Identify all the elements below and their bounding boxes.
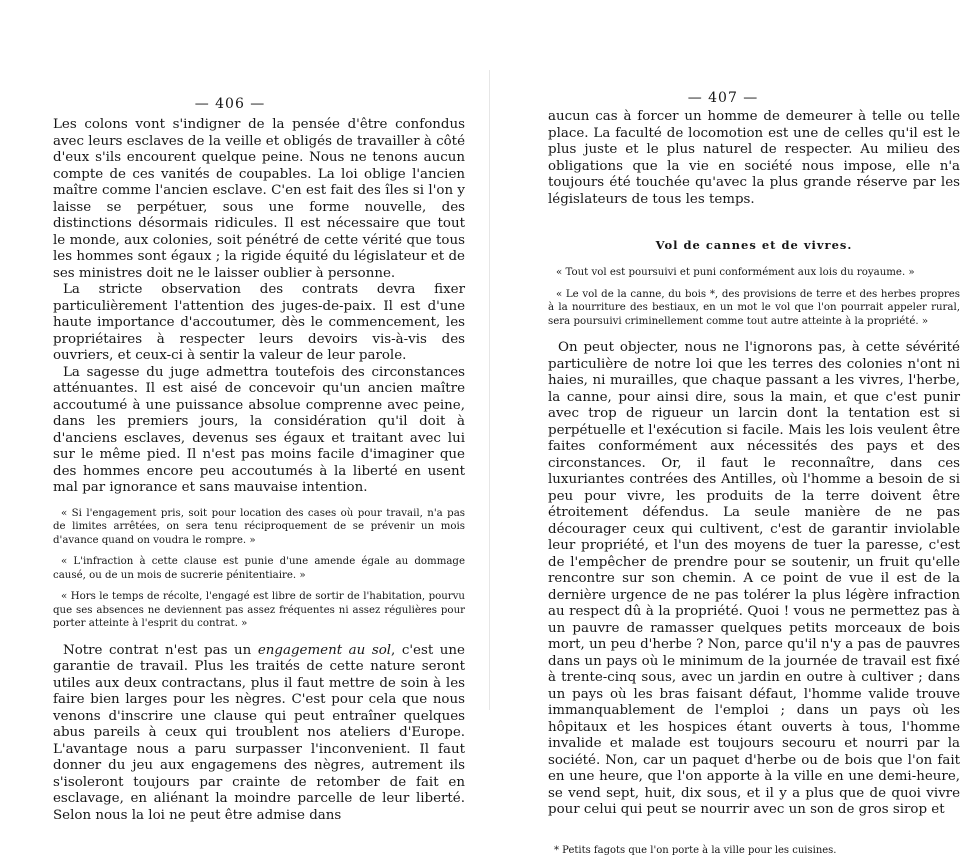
right-quoted-article-1: « Tout vol est poursuivi et puni conformément aux lois du royaume. »: [556, 267, 915, 278]
left-paragraph-2: La stricte observation des contrats devra fixer particulièrement l'attention des juges-de-paix. Il est d'une haute importance d'accoutumer, dès le commencement, les propriétaires à respecter leurs devoirs vis-à-vis des ouvriers, et ceux-ci à sentir la valeur de leur parole.: [53, 282, 465, 363]
page-number-right: — 407 —: [687, 90, 759, 106]
left-quoted-article-3: « Hors le temps de récolte, l'engagé est libre de sortir de l'habitation, pourvu que ses absences ne deviennent pas assez fréquentes ni assez régulières pour porter atteinte à l'esprit du contrat. »: [53, 591, 465, 629]
left-page: [0, 0, 490, 823]
right-main-paragraph: On peut objecter, nous ne l'ignorons pas, à cette sévérité particulière de notre loi que les terres des colonies n'ont ni haies, ni murailles, que chaque passant a les vivres, l'herbe, la canne, pour ainsi dire, sous la main, et que c'est punir avec trop de rigueur un larcin dont la tentation est si perpétuelle et l'exécution si facile. Mais les lois veulent être faites conformément aux nécessités des pays et des circonstances. Or, il faut le reconnaître, dans ces luxuriantes contrées des Antilles, où l'homme a besoin de si peu pour vivre, les produits de la terre doivent être étroitement défendus. La seule manière de ne pas décourager ceux qui cultivent, c'est de garantir inviolable leur propriété, et l'un des moyens de tuer la paresse, c'est de l'empêcher de prendre pour se soutenir, un fruit qu'elle rencontre sur son chemin. A ce point de vue il est de la dernière urgence de ne pas tolérer la plus légère infraction au respect dû à la propriété. Quoi ! vous ne permettez pas à un pauvre de ramasser quelques petits morceaux de bois mort, un peu d'herbe ? Non, parce qu'il n'y a pas de pauvres dans un pays où le minimum de la journée de travail est fixé à trente-cinq sous, avec un jardin en outre à cultiver ; dans un pays où les bras faisant défaut, l'homme valide trouve immanquablement de l'emploi ; dans un pays où les hôpitaux et les hospices étant ouverts à tous, l'homme invalide et malade est toujours secouru et nourri par la société. Non, car un paquet d'herbe ou de bois que l'on fait en une heure, que l'on apporte à la ville en une demi-heure, se vend sept, huit, dix sous, et il y a plus que de quoi vivre pour celui qui peut se nourrir avec un son de gros sirop et: [548, 340, 960, 817]
final-paragraph-emphasis: engagement au sol: [257, 642, 392, 658]
left-paragraph-3: La sagesse du juge admettra toutefois des circonstances atténuantes. Il est aisé de concevoir qu'un ancien maître accoutumé à une puissance absolue comprenne avec peine, dans les premiers jours, la considération qu'il doit à d'anciens esclaves, devenus ses égaux et traitant avec lui sur le même pied. Il n'est pas moins facile d'imaginer que des hommes encore peu accoutumés à la liberté en usent mal par ignorance et sans mauvaise intention.: [53, 364, 465, 495]
right-opening-paragraph: aucun cas à forcer un homme de demeurer à telle ou telle place. La faculté de locomotion est une de celles qu'il est le plus juste et le plus naturel de respecter. Au milieu des obligations que la vie en société nous impose, elle n'a toujours été touchée qu'avec la plus grande réserve par les législateurs de tous les temps.: [548, 109, 960, 207]
right-footnote: * Petits fagots que l'on porte à la ville pour les cuisines.: [554, 844, 837, 856]
right-quoted-article-2: « Le vol de la canne, du bois *, des provisions de terre et des herbes propres à la nourriture des bestiaux, en un mot le vol que l'on pourrait appeler rural, sera poursuivi criminellement comme tout autre atteinte à la propriété. »: [548, 288, 960, 327]
section-heading: Vol de cannes et de vivres.: [655, 238, 853, 252]
page-number-left: — 406 —: [194, 96, 266, 112]
left-quoted-article-2: « L'infraction à cette clause est punie d'une amende égale au dommage causé, ou de un mois de sucrerie pénitentiaire. »: [53, 556, 465, 581]
left-text-column: [53, 117, 465, 824]
right-page: [490, 0, 980, 856]
left-paragraph-final: [53, 643, 465, 825]
left-paragraph-1: Les colons vont s'indigner de la pensée d'être confondus avec leurs esclaves de la veille et obligés de travailler à côté d'eux s'ils encourent quelque peine. Nous ne tenons aucun compte de ces vanités de coupables. La loi oblige l'ancien maître comme l'ancien esclave. C'en est fait des îles si l'on y laisse se perpétuer, sous une forme nouvelle, des distinctions désormais ridicules. Il est nécessaire que tout le monde, aux colonies, soit pénétré de cette vérité que tous les hommes sont égaux ; la rigide équité du législateur et de ses ministres doit ne le laisser oublier à personne.: [53, 117, 465, 281]
final-paragraph-start: Notre contrat n'est pas un: [63, 642, 258, 658]
left-quoted-article-1: « Si l'engagement pris, soit pour location des cases où pour travail, n'a pas de limites arrêtées, on sera tenu réciproquement de se prévenir un mois d'avance quand on voudra le rompre. »: [53, 507, 465, 546]
final-paragraph-rest: , c'est une garantie de travail. Plus les traités de cette nature seront utiles aux deux contractans, plus il faut mettre de soin à les faire bien larges pour les nègres. C'est pour cela que nous venons d'inscrire une clause qui peut entraîner quelques abus pareils à ceux qui troublent nos ateliers d'Europe. L'avantage nous a paru surpasser l'inconvenient. Il faut donner du jeu aux engagemens des nègres, autrement ils s'isoleront toujours par crainte de retomber de fait en esclavage, en aliénant la moindre parcelle de leur liberté. Selon nous la loi ne peut être admise dans: [53, 642, 465, 823]
right-text-column: [548, 109, 960, 856]
